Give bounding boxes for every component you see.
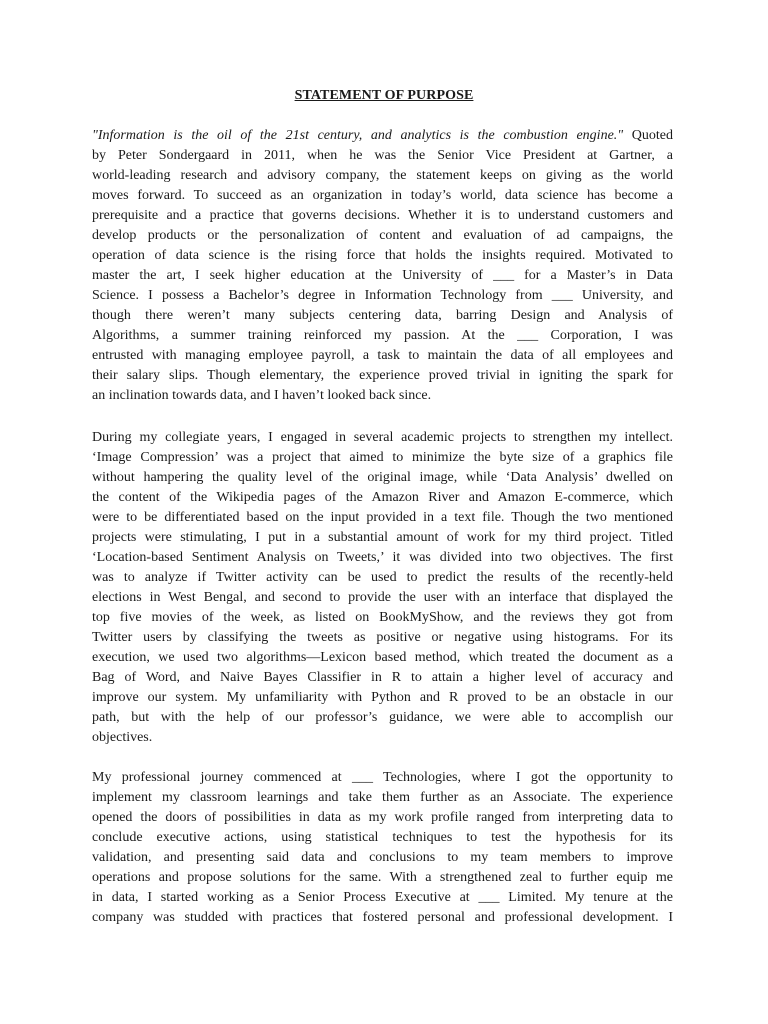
paragraph-line: conclude executive actions, using statistical techniques to test the hypothesis for its	[92, 830, 673, 845]
paragraph-line: master the art, I seek higher education at the University of ___ for a Master’s in Data	[92, 268, 673, 283]
paragraph-line: Algorithms, a summer training reinforced my passion. At the ___ Corporation, I was	[92, 328, 673, 343]
paragraph-3	[92, 768, 673, 928]
paragraph-line: in data, I started working as a Senior Process Executive at ___ Limited. My tenure at the	[92, 890, 673, 905]
paragraph-line: projects were stimulating, I put in a substantial amount of work for my third project. Titled	[92, 530, 673, 545]
paragraph-line: without hampering the quality level of the original image, while ‘Data Analysis’ dwelled on	[92, 470, 673, 485]
paragraph-line: operation of data science is the rising force that holds the insights required. Motivated to	[92, 248, 673, 263]
paragraph-line: validation, and presenting said data and conclusions to my team members to improve	[92, 850, 673, 865]
paragraph-line: path, but with the help of our professor’s guidance, we were able to accomplish our	[92, 710, 673, 725]
paragraph-line: prerequisite and a practice that governs decisions. Whether it is to understand customers and	[92, 208, 673, 223]
paragraph-line: top five movies of the week, as listed on BookMyShow, and the reviews they got from	[92, 610, 673, 625]
quote-attribution-start: Quoted	[623, 128, 673, 143]
paragraph-line: entrusted with managing employee payroll, a task to maintain the data of all employees and	[92, 348, 673, 363]
paragraph-line: by Peter Sondergaard in 2011, when he was the Senior Vice President at Gartner, a	[92, 148, 673, 163]
paragraph-line: ‘Location-based Sentiment Analysis on Tweets,’ it was divided into two objectives. The first	[92, 550, 673, 565]
paragraph-line: Twitter users by classifying the tweets as positive or negative using histograms. For its	[92, 630, 673, 645]
paragraph-line: elections in West Bengal, and second to provide the user with an interface that displayed the	[92, 590, 673, 605]
paragraph-line: improve our system. My unfamiliarity with Python and R proved to be an obstacle in our	[92, 690, 673, 705]
paragraph-2	[92, 428, 673, 748]
document-title: STATEMENT OF PURPOSE	[294, 88, 474, 103]
paragraph-line: company was studded with practices that fostered personal and professional development. I	[92, 910, 673, 925]
paragraph-line: operations and propose solutions for the same. With a strengthened zeal to further equip me	[92, 870, 673, 885]
paragraph-line: moves forward. To succeed as an organization in today’s world, data science has become a	[92, 188, 673, 203]
opening-quote: "Information is the oil of the 21st century, and analytics is the combustion engine."	[92, 128, 624, 143]
paragraph-line: Science. I possess a Bachelor’s degree in Information Technology from ___ University, and	[92, 288, 673, 303]
paragraph-line: objectives.	[92, 730, 153, 745]
paragraph-line: the content of the Wikipedia pages of the Amazon River and Amazon E-commerce, which	[92, 490, 673, 505]
paragraph-line: was to analyze if Twitter activity can be used to predict the results of the recently-held	[92, 570, 673, 585]
paragraph-line: Bag of Word, and Naive Bayes Classifier in R to attain a higher level of accuracy and	[92, 670, 673, 685]
paragraph-line: My professional journey commenced at ___ Technologies, where I got the opportunity to	[92, 770, 673, 785]
paragraph-line: their salary slips. Though elementary, the experience proved trivial in igniting the spark for	[92, 368, 673, 383]
paragraph-line: execution, we used two algorithms—Lexicon based method, which treated the document as a	[92, 650, 673, 665]
paragraph-line: an inclination towards data, and I haven’t looked back since.	[92, 388, 432, 403]
paragraph-line: opened the doors of possibilities in data as my work profile ranged from interpreting data to	[92, 810, 673, 825]
paragraph-line: implement my classroom learnings and take them further as an Associate. The experience	[92, 790, 673, 805]
paragraph-line	[92, 126, 673, 146]
paragraph-line: develop products or the personalization of content and evaluation of ad campaigns, the	[92, 228, 673, 243]
paragraph-line: though there weren’t many subjects centering data, barring Design and Analysis of	[92, 308, 673, 323]
paragraph-line: were to be differentiated based on the input provided in a text file. Though the two mentioned	[92, 510, 673, 525]
paragraph-line: world-leading research and advisory company, the statement keeps on giving as the world	[92, 168, 673, 183]
paragraph-line: ‘Image Compression’ was a project that aimed to minimize the byte size of a graphics file	[92, 450, 673, 465]
paragraph-line: During my collegiate years, I engaged in several academic projects to strengthen my intellect.	[92, 430, 673, 445]
paragraph-1	[92, 126, 673, 406]
